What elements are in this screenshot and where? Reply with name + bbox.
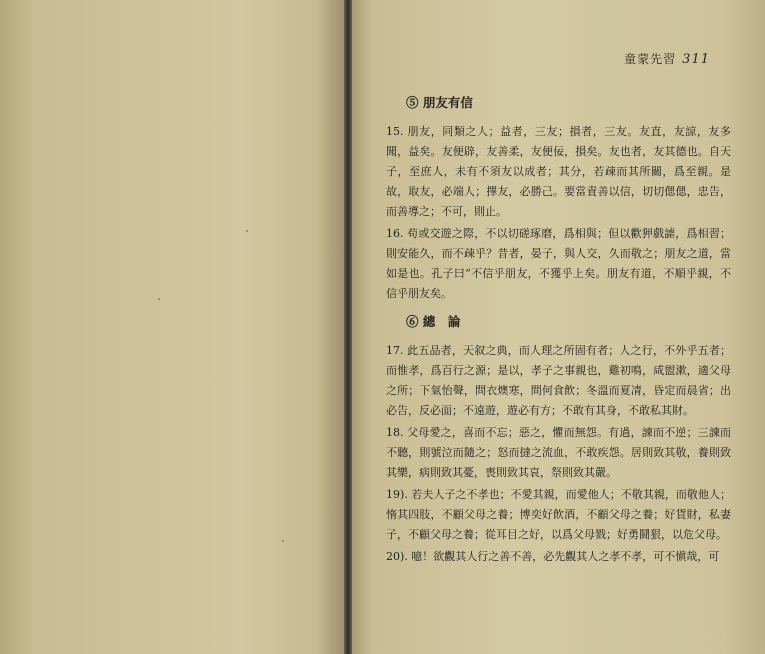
section-heading-friends: ⑤ 朋友有信 bbox=[406, 95, 473, 110]
page-content bbox=[386, 96, 731, 569]
paragraph-17: 17. 此五品者，天叙之典，而人理之所固有者；人之行，不外乎五者；而惟孝，爲百行之源；是以，孝子之事親也，雞初鳴，咸盥漱，適父母之所；下氣怡聲，問衣燠寒，問何食飲；冬溫而夏凊，昏定而晨省；出必告，反必面；不遠遊，遊必有方；不敢有其身，不敢私其財。 bbox=[386, 344, 731, 417]
running-head bbox=[624, 50, 710, 67]
paragraph-18: 18. 父母愛之，喜而不忘；惡之，懼而無怨。有過，諫而不逆；三諫而不聽，則號泣而隨之；怒而撻之流血，不敢疾怨。居則致其敬，養則致其樂，病則致其憂，喪則致其哀，祭則致其嚴。 bbox=[386, 426, 731, 479]
paper-speck bbox=[246, 230, 248, 232]
paragraph-19: 19). 若夫人子之不孝也；不愛其親，而愛他人；不敬其親，而敬他人；惰其四肢，不顧父母之養；博奕好飲酒，不顧父母之養；好貨財，私妻子，不顧父母之養；從耳目之好，以爲父母戮；好勇鬪狠，以危父母。 bbox=[386, 488, 731, 541]
paper-speck bbox=[282, 540, 284, 542]
section-heading-summary: ⑥ 總 論 bbox=[406, 314, 461, 329]
left-page-blank bbox=[0, 0, 344, 654]
paragraph-15: 15. 朋友，同類之人；益者，三友；損者，三友。友直，友諒，友多聞，益矣。友便辟，友善柔，友便佞，損矣。友也者，友其德也。自天子，至庶人，未有不須友以成者；其分，若疎而其所關，爲至親。是故，取友，必端人；擇友，必勝己。要當責善以信，切切偲偲，忠告，而善導之；不可，則止。 bbox=[386, 125, 731, 218]
book-gutter bbox=[344, 0, 352, 654]
paper-speck bbox=[158, 298, 160, 300]
paragraph-20: 20). 噫！欲觀其人行之善不善，必先觀其人之孝不孝，可不愼哉，可 bbox=[386, 550, 720, 563]
paragraph-16: 16. 苟或交遊之際，不以切磋琢磨，爲相與；但以歡狎戲謔，爲相習；則安能久，而不疎乎？昔者，晏子，與人交，久而敬之；朋友之道，當如是也。孔子曰“不信乎朋友，不獲乎上矣。朋友有道，不順乎親，不信乎朋友矣。 bbox=[386, 227, 731, 300]
page-number: 311 bbox=[682, 52, 710, 67]
running-title: 童蒙先習 bbox=[624, 52, 677, 66]
